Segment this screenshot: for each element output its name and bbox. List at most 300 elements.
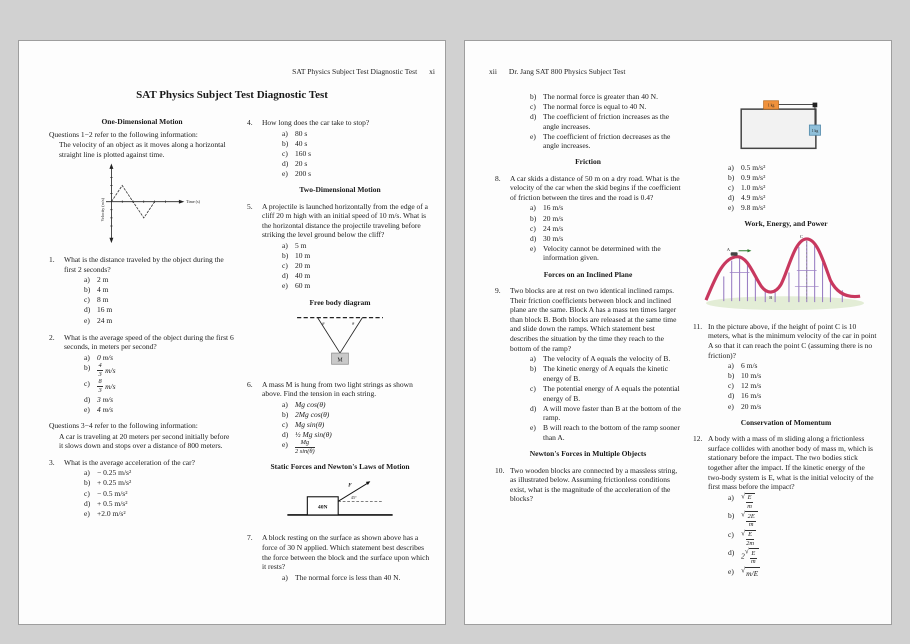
option-value: 20 m/s [741, 401, 762, 411]
option-value: 5 m [295, 241, 307, 251]
question [495, 174, 681, 264]
option-label: c) [84, 295, 90, 305]
info-paragraph: Questions 1−2 refer to the following information: [49, 129, 198, 139]
option-value: 16 m/s [543, 203, 564, 213]
option-value: 12 m/s [741, 381, 762, 391]
right-angle-label: θ [352, 321, 355, 327]
option-label: b) [728, 371, 735, 381]
option-value: 16 m/s [741, 391, 762, 401]
option-value: − 0.5 m/s² [97, 488, 128, 498]
option-label: b) [84, 285, 91, 295]
answer-options [64, 468, 235, 518]
top-block-mass-label: 1 kg [767, 103, 775, 108]
option-label: b) [84, 478, 91, 488]
question-body [262, 533, 433, 582]
question-stem: A car skids a distance of 50 m on a dry road. What is the velocity of the car when the skid begins if the coefficient of friction between the tires and the road is 0.4? [510, 173, 681, 202]
figure-static-block [247, 475, 433, 527]
question [247, 118, 433, 179]
option-value: The normal force is greater than 40 N. [543, 92, 658, 101]
option-text [741, 163, 879, 173]
option-text [295, 241, 433, 251]
radical-sign-glyph: √ [741, 491, 746, 501]
option-label: c) [84, 488, 90, 498]
option-text [741, 530, 879, 548]
figure-velocity-graph [49, 162, 235, 248]
question-body [262, 118, 433, 179]
answer-option [64, 478, 235, 488]
section-heading: Two-Dimensional Motion [299, 185, 381, 195]
option-text [741, 391, 879, 401]
question-number: 3. [49, 457, 55, 467]
question [247, 533, 433, 582]
option-value: 4 m/s [97, 404, 114, 414]
answer-option [64, 316, 235, 326]
option-label: d) [530, 112, 537, 122]
option-text [295, 271, 433, 281]
question-number: 9. [495, 286, 501, 296]
option-text [295, 281, 433, 291]
graph-x-axis-label: Time (s) [186, 199, 201, 205]
option-value: 10 m [295, 251, 311, 261]
fraction [295, 440, 315, 455]
option-label: d) [282, 271, 289, 281]
question-body [64, 458, 235, 519]
option-text [543, 354, 681, 364]
question-number: 8. [495, 173, 501, 183]
option-value: 30 m/s [543, 233, 564, 243]
answer-option [510, 224, 681, 234]
question-number: 10. [495, 465, 505, 475]
answer-option [64, 499, 235, 509]
question-body [708, 434, 879, 579]
answer-option [510, 354, 681, 364]
option-text [97, 468, 235, 478]
page-number: xi [429, 67, 435, 76]
option-value: 20 m [295, 261, 311, 271]
option-text [295, 139, 433, 149]
fraction-denominator: 2 sin(θ) [295, 447, 315, 455]
fraction-numerator: E [750, 551, 757, 559]
option-value: 20 m/s [543, 213, 564, 223]
radicand [745, 511, 758, 529]
figure-pulley-table [693, 94, 879, 159]
option-label: a) [530, 203, 536, 213]
fraction [746, 495, 753, 510]
option-label: c) [530, 223, 536, 233]
answer-option [262, 440, 433, 455]
radicand [745, 530, 756, 548]
option-text [741, 402, 879, 412]
document-page-left [18, 40, 446, 625]
question [693, 322, 879, 412]
fraction-denominator: m [748, 521, 754, 529]
answer-options [262, 129, 433, 179]
option-value: 40 s [295, 138, 308, 148]
option-value: The normal force is equal to 40 N. [543, 102, 647, 112]
page-header [19, 67, 445, 76]
column-right [247, 111, 433, 589]
option-value: 0.5 m/s² [741, 162, 766, 172]
fraction-numerator: E [746, 495, 753, 503]
fraction-denominator: 3 [98, 370, 102, 378]
option-label: b) [282, 138, 289, 148]
option-value: 1.0 m/s² [741, 182, 766, 192]
answer-options [708, 493, 879, 579]
column-left [49, 111, 235, 589]
option-label: c) [282, 261, 288, 271]
option-text [543, 132, 681, 151]
option-value: Velocity cannot be determined with the information given. [543, 243, 661, 263]
answer-option [262, 271, 433, 281]
question-body [708, 322, 879, 412]
answer-option [510, 384, 681, 403]
graph-y-axis-label: Velocity (m/s) [100, 198, 106, 222]
option-text [97, 499, 235, 509]
option-text [97, 363, 235, 378]
square-root [741, 530, 756, 548]
answer-option [510, 234, 681, 244]
option-text [97, 405, 235, 415]
option-label: a) [728, 361, 734, 371]
option-label: e) [728, 401, 734, 411]
option-label: b) [282, 251, 289, 261]
question-number: 7. [247, 533, 253, 543]
answer-option [708, 361, 879, 371]
answer-option [708, 530, 879, 548]
option-text [543, 112, 681, 131]
info-paragraph: The velocity of an object as it moves along a horizontal straight line is plotted against time. [59, 140, 226, 159]
fraction-numerator: E [746, 532, 754, 540]
option-label: e) [84, 315, 90, 325]
fraction-numerator: 4 [97, 363, 103, 371]
column-right [693, 91, 879, 585]
question-number: 6. [247, 379, 253, 389]
answer-options [64, 275, 235, 325]
question-body [64, 255, 235, 326]
section-heading: Conservation of Momentum [740, 417, 832, 427]
block-weight-label: 40N [317, 504, 328, 511]
option-value: 24 m/s [543, 223, 564, 233]
answer-option [510, 102, 681, 112]
option-label: e) [282, 168, 288, 178]
option-text [741, 548, 879, 566]
answer-option [64, 395, 235, 405]
option-label: b) [530, 364, 537, 374]
option-label: e) [84, 508, 90, 518]
answer-options [262, 400, 433, 456]
option-label: b) [282, 409, 289, 419]
option-text [741, 203, 879, 213]
question [495, 286, 681, 443]
answer-options [262, 573, 433, 583]
answer-options [64, 353, 235, 415]
option-text [97, 275, 235, 285]
option-label: a) [282, 241, 288, 251]
answer-option [510, 364, 681, 383]
option-text [97, 489, 235, 499]
figure-free-body [247, 310, 433, 373]
option-value: +2.0 m/s² [97, 508, 126, 518]
answer-option [64, 275, 235, 285]
answer-options [708, 361, 879, 411]
answer-option [64, 305, 235, 315]
option-text [295, 129, 433, 139]
option-text [543, 423, 681, 442]
two-column-layout [465, 91, 891, 585]
option-text [295, 169, 433, 179]
answer-option [262, 573, 433, 583]
answer-option [708, 402, 879, 412]
option-value: The velocity of A equals the velocity of B. [543, 354, 671, 364]
answer-option [510, 112, 681, 131]
option-label: a) [282, 128, 288, 138]
option-value: + 0.5 m/s² [97, 498, 128, 508]
option-text [97, 379, 235, 394]
option-text [97, 353, 235, 363]
question-body [64, 333, 235, 415]
option-value: 10 m/s [741, 371, 762, 381]
option-suffix: m/s [103, 381, 116, 391]
option-value: + 0.25 m/s² [97, 478, 132, 488]
option-text [97, 295, 235, 305]
section-heading: Free body diagram [309, 297, 371, 307]
option-label: e) [282, 281, 288, 291]
answer-option [708, 493, 879, 511]
answer-option [64, 353, 235, 363]
answer-option [708, 173, 879, 183]
answer-option [510, 423, 681, 442]
document-page-right [464, 40, 892, 625]
radicand [745, 567, 760, 579]
section-heading: One-Dimensional Motion [101, 117, 183, 126]
page-number: xii [489, 67, 497, 76]
option-text [295, 149, 433, 159]
two-column-layout [19, 111, 445, 589]
question [49, 255, 235, 326]
option-text [741, 361, 879, 371]
option-value: 2Mg cos(θ) [295, 409, 330, 419]
option-value: 160 s [295, 148, 312, 158]
option-label: d) [530, 403, 537, 413]
radical-sign-glyph: √ [741, 565, 746, 574]
question-number: 5. [247, 201, 253, 211]
blocks-and-table-figure [730, 94, 842, 156]
option-text [741, 193, 879, 203]
option-text [295, 159, 433, 169]
option-value: B will reach to the bottom of the ramp sooner than A. [543, 423, 680, 442]
answer-options [262, 241, 433, 291]
option-value: 60 m [295, 281, 311, 291]
option-value: The normal force is less than 40 N. [295, 572, 401, 582]
answer-option [64, 285, 235, 295]
answer-option [510, 244, 681, 263]
radicand [749, 548, 759, 566]
option-label: d) [84, 305, 91, 315]
answer-option [64, 468, 235, 478]
option-text [97, 395, 235, 405]
fraction [750, 551, 757, 566]
answer-option [510, 404, 681, 423]
question-body [262, 202, 433, 292]
question-stem: What is the average speed of the object during the first 6 seconds, in meters per second? [64, 332, 234, 352]
option-value: 4 m [97, 285, 109, 295]
option-text [543, 234, 681, 244]
option-label: e) [84, 404, 90, 414]
option-value: − 0.25 m/s² [97, 468, 132, 478]
option-text [295, 420, 433, 430]
option-label: a) [282, 399, 288, 409]
option-text [543, 244, 681, 263]
option-text [741, 567, 879, 579]
question-stem: In the picture above, if the height of point C is 10 meters, what is the minimum velocity of the car in point A so that it can reach the point C (assuming there is no friction)? [708, 321, 877, 360]
point-b-label: B [769, 295, 773, 301]
option-label: c) [728, 529, 734, 539]
block-on-surface-figure [276, 475, 404, 524]
option-text [543, 224, 681, 234]
option-value: A will move faster than B at the bottom of the ramp. [543, 403, 681, 423]
option-text [295, 573, 433, 583]
option-text [543, 214, 681, 224]
answer-option [64, 405, 235, 415]
mass-label: M [337, 357, 343, 364]
answer-option [262, 169, 433, 179]
square-root [741, 511, 758, 529]
option-text [543, 92, 681, 102]
option-text [741, 173, 879, 183]
answer-option [262, 281, 433, 291]
option-prefix: 2 [741, 551, 745, 561]
answer-option [510, 214, 681, 224]
option-label: e) [728, 202, 734, 212]
option-value: 40 m [295, 271, 311, 281]
answer-option [262, 261, 433, 271]
option-value: 0.9 m/s² [741, 172, 766, 182]
option-text [741, 511, 879, 529]
square-root [741, 567, 760, 579]
option-text [741, 183, 879, 193]
section-heading: Work, Energy, and Power [744, 218, 828, 228]
page-header [465, 67, 891, 76]
answer-option [262, 241, 433, 251]
answer-options [708, 163, 879, 213]
answer-option [708, 511, 879, 529]
option-value: 4.9 m/s² [741, 192, 766, 202]
radical-sign-glyph: √ [744, 546, 749, 556]
figure-roller-coaster [693, 231, 879, 315]
option-label: a) [530, 354, 536, 364]
option-value: 200 s [295, 168, 312, 178]
option-label: e) [728, 566, 734, 576]
question-stem: A projectile is launched horizontally from the edge of a cliff 20 m high with an initial speed of 10 m/s. What is the horizontal distance the projectile traveling before striking the level ground below the cliff? [262, 201, 428, 240]
option-label: b) [728, 172, 735, 182]
point-c-label: C [799, 234, 803, 240]
option-label: e) [530, 423, 536, 433]
question-stem: A mass M is hung from two light strings as shown above. Find the tension in each string. [262, 379, 413, 399]
option-value: The coefficient of friction increases as the angle increases. [543, 112, 670, 131]
answer-option [262, 251, 433, 261]
answer-option [262, 400, 433, 410]
section-heading: Newton's Forces in Multiple Objects [529, 449, 647, 459]
question [247, 380, 433, 457]
answer-option [708, 163, 879, 173]
option-text [741, 493, 879, 511]
point-a-label: A [726, 246, 731, 252]
option-text [741, 371, 879, 381]
option-label: a) [84, 352, 90, 362]
question [49, 333, 235, 415]
answer-option [708, 567, 879, 579]
answer-option [708, 203, 879, 213]
option-label: b) [530, 92, 537, 101]
option-label: d) [84, 498, 91, 508]
document-title: SAT Physics Subject Test Diagnostic Test [136, 89, 328, 101]
question-stem: Two blocks are at rest on two identical inclined ramps. Their friction coefficients between block and inclined plane are the same. Block A has a mass ten times larger than block B. Both blocks are released at the same time and slide down the ramps. Which statement best describes the situation by the time they reach to the bottom of the ramp? [510, 286, 677, 353]
option-label: b) [530, 213, 537, 223]
answer-option [64, 295, 235, 305]
option-suffix: m/s [103, 365, 116, 375]
question [247, 202, 433, 292]
option-value: ½ Mg sin(θ) [295, 430, 332, 440]
answer-options [510, 92, 681, 151]
option-label: c) [530, 384, 536, 394]
question-number: 11. [693, 321, 703, 331]
option-label: c) [530, 102, 536, 112]
fraction-denominator: m [747, 502, 752, 510]
option-text [97, 305, 235, 315]
option-label: e) [530, 243, 536, 253]
section-heading: Static Forces and Newton's Laws of Motion [270, 462, 410, 472]
question-number: 2. [49, 332, 55, 342]
option-text [543, 102, 681, 112]
question-stem: What is the average acceleration of the car? [64, 457, 195, 467]
option-value: 9.8 m/s² [741, 202, 766, 212]
option-label: a) [84, 275, 90, 285]
option-label: c) [728, 182, 734, 192]
fraction-denominator: m [751, 558, 756, 566]
answer-option [708, 183, 879, 193]
fraction [746, 514, 756, 529]
option-value: 3 m/s [97, 394, 114, 404]
roller-coaster-figure [702, 231, 870, 312]
column-left [495, 91, 681, 585]
option-value: 6 m/s [741, 361, 758, 371]
option-label: a) [282, 572, 288, 582]
answer-option [262, 420, 433, 430]
info-paragraph: Questions 3−4 refer to the following information: [49, 420, 198, 430]
angle-label: 45° [350, 494, 357, 500]
option-text [295, 400, 433, 410]
answer-option [262, 149, 433, 159]
answer-options [510, 203, 681, 263]
fraction-numerator: 2E [746, 514, 756, 522]
radical-sign-glyph: √ [741, 528, 746, 538]
option-text [543, 404, 681, 423]
answer-option [708, 548, 879, 566]
option-label: d) [282, 158, 289, 168]
answer-option [510, 203, 681, 213]
option-label: c) [282, 420, 288, 430]
option-text [295, 261, 433, 271]
answer-option [510, 132, 681, 151]
option-value: Mg cos(θ) [295, 399, 326, 409]
question-stem: Two wooden blocks are connected by a massless string, as illustrated below. Assuming frictionless conditions exist, what is the magnitude of the acceleration of the blocks? [510, 465, 678, 504]
force-label: F [348, 482, 352, 489]
option-value: 0 m/s [97, 352, 114, 362]
option-label: d) [728, 391, 735, 401]
option-value: 8 m [97, 295, 109, 305]
option-text [97, 478, 235, 488]
square-root [741, 493, 755, 511]
